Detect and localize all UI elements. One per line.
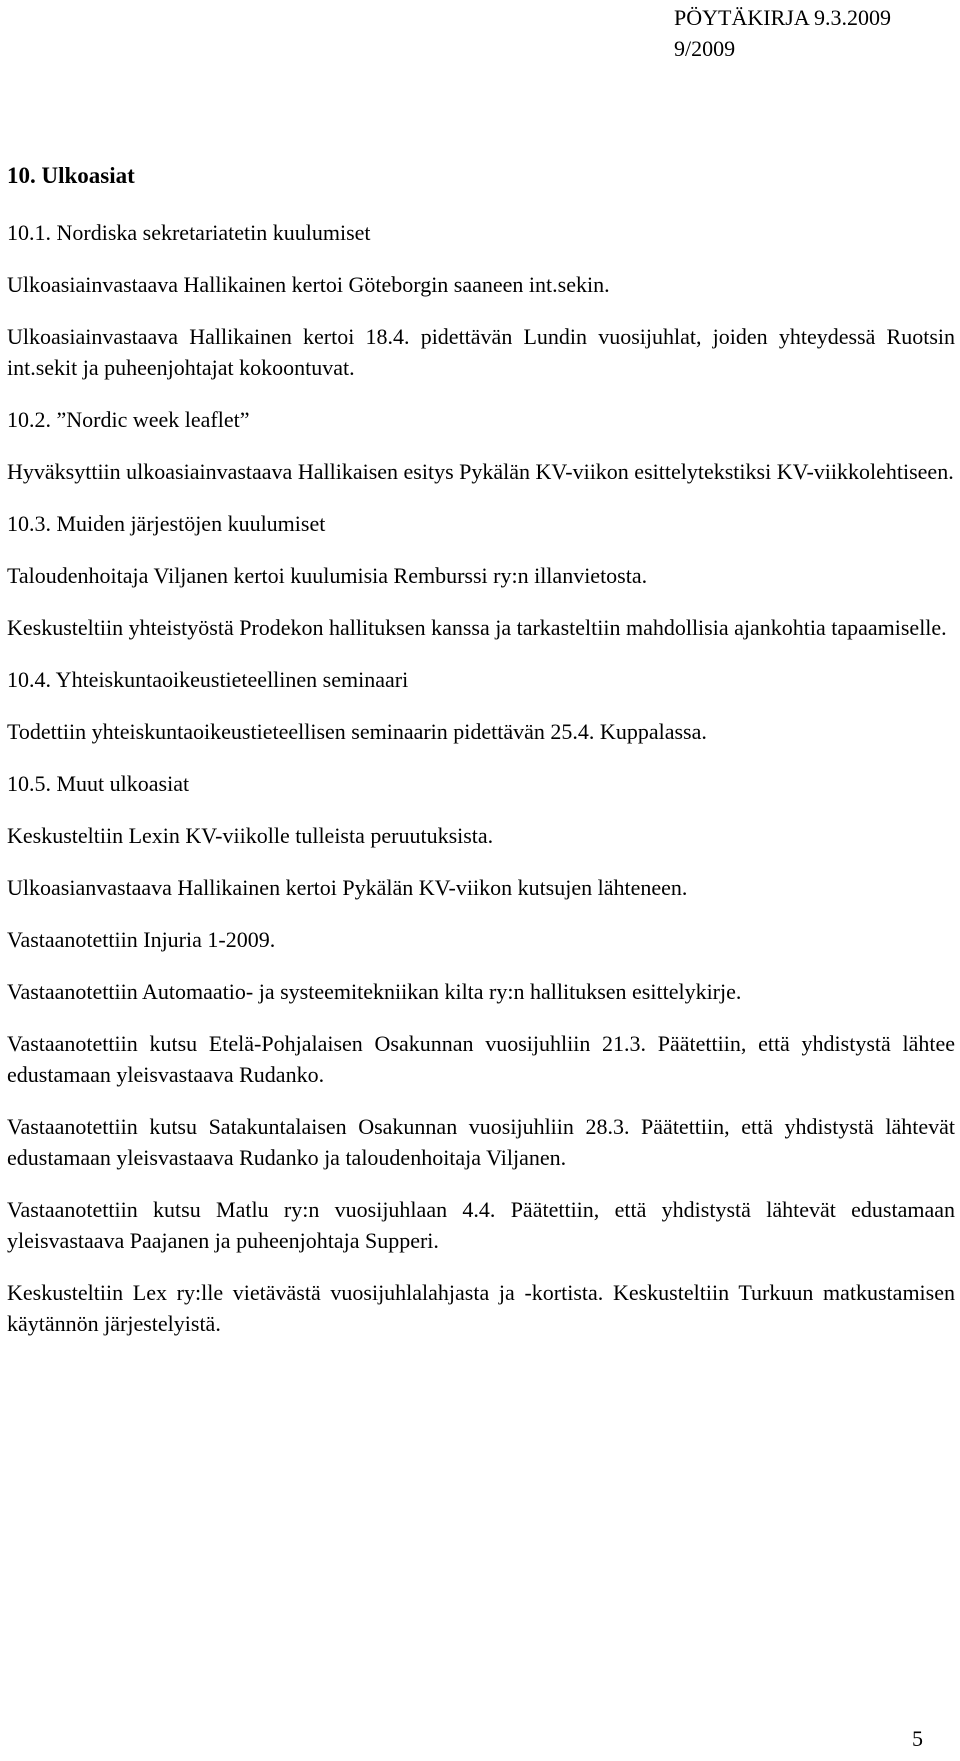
subsection-heading: 10.1. Nordiska sekretariatetin kuulumiset: [7, 220, 371, 245]
paragraph: Keskusteltiin yhteistyöstä Prodekon hallituksen kanssa ja tarkasteltiin mahdollisia ajankohtia tapaamiselle.: [7, 615, 947, 640]
paragraph: Ulkoasiainvastaava Hallikainen kertoi 18.4. pidettävän Lundin vuosijuhlat, joiden yhteydessä Ruotsin int.sekit ja puheenjohtajat kokoontuvat.: [7, 324, 955, 380]
paragraph: Vastaanotettiin kutsu Matlu ry:n vuosijuhlaan 4.4. Päätettiin, että yhdistystä lähtevät edustamaan yleisvastaava Paajanen ja puheenjohtaja Supperi.: [7, 1197, 955, 1253]
subsection-heading: 10.2. ”Nordic week leaflet”: [7, 407, 250, 432]
paragraph: Hyväksyttiin ulkoasiainvastaava Hallikaisen esitys Pykälän KV-viikon esittelytekstiksi KV-viikkolehtiseen.: [7, 459, 954, 484]
subsection-heading: 10.4. Yhteiskuntaoikeustieteellinen seminaari: [7, 667, 409, 692]
header-title: PÖYTÄKIRJA 9.3.2009: [674, 5, 891, 30]
document-body: [7, 160, 955, 1360]
paragraph: Keskusteltiin Lex ry:lle vietävästä vuosijuhlalahjasta ja -kortista. Keskusteltiin Turkuun matkustamisen käytännön järjestelyistä.: [7, 1280, 955, 1336]
section-title: 10. Ulkoasiat: [7, 163, 135, 188]
subsection-heading: 10.5. Muut ulkoasiat: [7, 771, 190, 796]
paragraph: Todettiin yhteiskuntaoikeustieteellisen seminaarin pidettävän 25.4. Kuppalassa.: [7, 719, 707, 744]
paragraph: Ulkoasiainvastaava Hallikainen kertoi Göteborgin saaneen int.sekin.: [7, 272, 610, 297]
page-header: [674, 2, 891, 64]
paragraph: Taloudenhoitaja Viljanen kertoi kuulumisia Remburssi ry:n illanvietosta.: [7, 563, 648, 588]
paragraph: Vastaanotettiin Injuria 1-2009.: [7, 927, 276, 952]
header-number: 9/2009: [674, 36, 736, 61]
paragraph: Keskusteltiin Lexin KV-viikolle tulleista peruutuksista.: [7, 823, 494, 848]
paragraph: Ulkoasianvastaava Hallikainen kertoi Pykälän KV-viikon kutsujen lähteneen.: [7, 875, 688, 900]
paragraph: Vastaanotettiin kutsu Satakuntalaisen Osakunnan vuosijuhliin 28.3. Päätettiin, että yhdistystä lähtevät edustamaan yleisvastaava Rudanko ja taloudenhoitaja Viljanen.: [7, 1114, 955, 1170]
page-number: 5: [912, 1726, 923, 1751]
paragraph: Vastaanotettiin kutsu Etelä-Pohjalaisen Osakunnan vuosijuhliin 21.3. Päätettiin, että yhdistystä lähtee edustamaan yleisvastaava Rudanko.: [7, 1031, 955, 1087]
paragraph: Vastaanotettiin Automaatio- ja systeemitekniikan kilta ry:n hallituksen esittelykirje.: [7, 979, 742, 1004]
subsection-heading: 10.3. Muiden järjestöjen kuulumiset: [7, 511, 326, 536]
